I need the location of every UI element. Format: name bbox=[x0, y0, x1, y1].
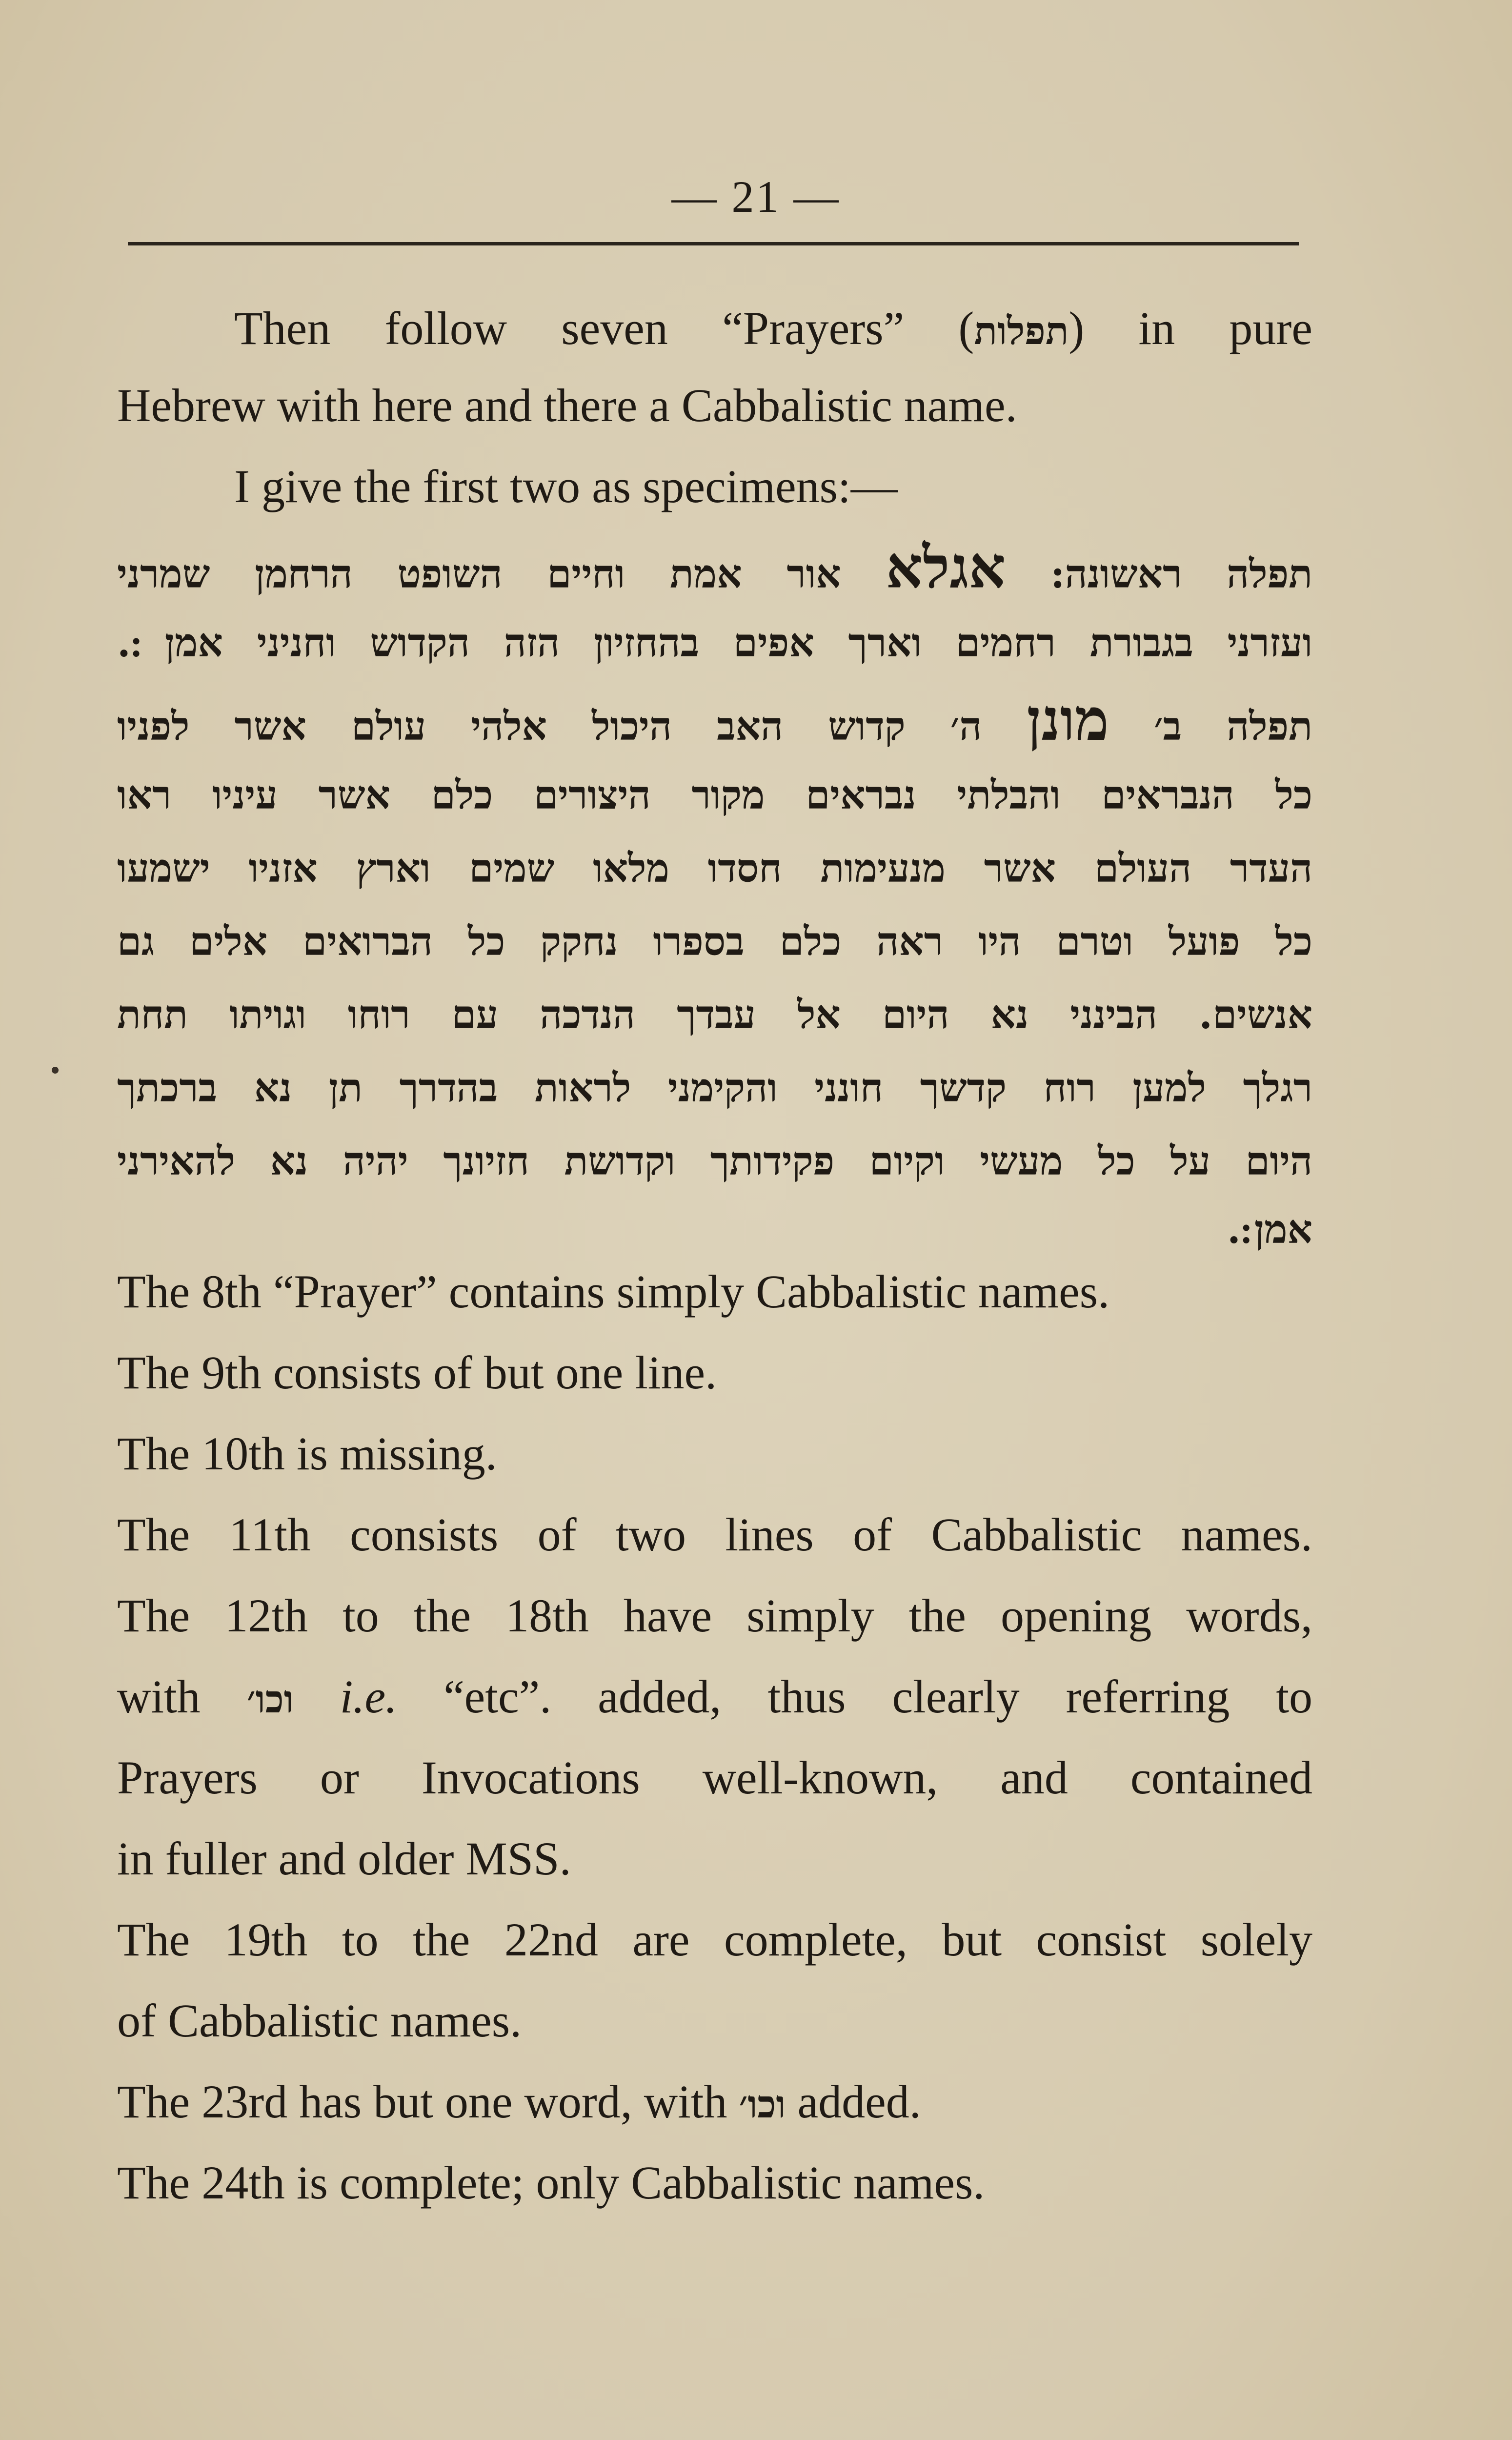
body-line-11: The 23rd has but one word, with וכו׳ added. bbox=[117, 2075, 921, 2128]
prayer2-line-3: העדר העולם אשר מנעימות חסדו מלאו שמים וארץ אזניו ישמעו bbox=[117, 845, 1312, 891]
hebrew-inline-word: וכו׳ bbox=[739, 2082, 786, 2127]
cabbalistic-name: מונן bbox=[1027, 686, 1109, 753]
body-line-3: The 10th is missing. bbox=[117, 1427, 497, 1480]
intro-line-2: Hebrew with here and there a Cabbalistic name. bbox=[117, 379, 1017, 431]
prayer2-line-5: אנשים. הבינני נא היום אל עבדך הנדכה עם רוחו וגויתו תחת bbox=[117, 992, 1312, 1037]
body-line-1: The 8th “Prayer” contains simply Cabbalistic names. bbox=[117, 1265, 1110, 1318]
body-line-10: of Cabbalistic names. bbox=[117, 1994, 522, 2047]
prayer2-line-2: כל הנבראים והבלתי נבראים מקור היצורים כלם אשר עיניו ראו bbox=[117, 772, 1312, 818]
body-line-4: The 11th consists of two lines of Cabbalistic names. bbox=[117, 1508, 1312, 1561]
prayer1-line-1: תפלה ראשונה: אגלא אור אמת וחיים השופט הרחמן שמרני bbox=[117, 533, 1313, 601]
hebrew-inline-word: וכו׳ bbox=[246, 1677, 294, 1722]
body-line-12: The 24th is complete; only Cabbalistic names. bbox=[117, 2156, 985, 2209]
header-rule bbox=[128, 242, 1299, 245]
body-line-7: Prayers or Invocations well-known, and contained bbox=[117, 1751, 1312, 1804]
intro-line-3: I give the first two as specimens:— bbox=[234, 460, 898, 512]
prayer2-line-1: תפלה ב׳ מונן ה׳ קדוש האב היכול אלהי עולם אשר לפניו bbox=[117, 686, 1312, 753]
body-line-8: in fuller and older MSS. bbox=[117, 1832, 571, 1885]
page-number: — 21 — bbox=[671, 172, 841, 222]
body-line-5: The 12th to the 18th have simply the opening words, bbox=[117, 1589, 1312, 1642]
intro-line-1: Then follow seven “Prayers” (תפלות) in pure bbox=[234, 302, 1313, 354]
prayer2-line-7: היום על כל מעשי וקיום פקידותך וקדושת חזיונך יהיה נא להאירני bbox=[117, 1138, 1312, 1184]
body-line-6: with וכו׳ i.e. “etc”. added, thus clearly referring to bbox=[117, 1670, 1313, 1723]
body-line-2: The 9th consists of but one line. bbox=[117, 1346, 717, 1399]
hebrew-inline-word: תפלות bbox=[974, 309, 1069, 353]
ink-speck bbox=[52, 1067, 59, 1074]
body-line-9: The 19th to the 22nd are complete, but consist solely bbox=[117, 1913, 1312, 1966]
prayer2-line-6: רגלך למען רוח קדשך חונני והקימני לראות בהדרך תן נא ברכתך bbox=[117, 1065, 1312, 1111]
prayer1-line-2: ועזרני בגבורת רחמים וארך אפים בהחזיון הזה הקדוש וחניני אמן ׃. bbox=[117, 620, 1312, 666]
prayer2-line-8: אמן ׃. bbox=[1227, 1206, 1312, 1252]
cabbalistic-name: אגלא bbox=[886, 533, 1006, 601]
prayer2-line-4: כל פועל וטרם היו ראה כלם בספרו נחקק כל הברואים אלים גם bbox=[117, 918, 1312, 964]
